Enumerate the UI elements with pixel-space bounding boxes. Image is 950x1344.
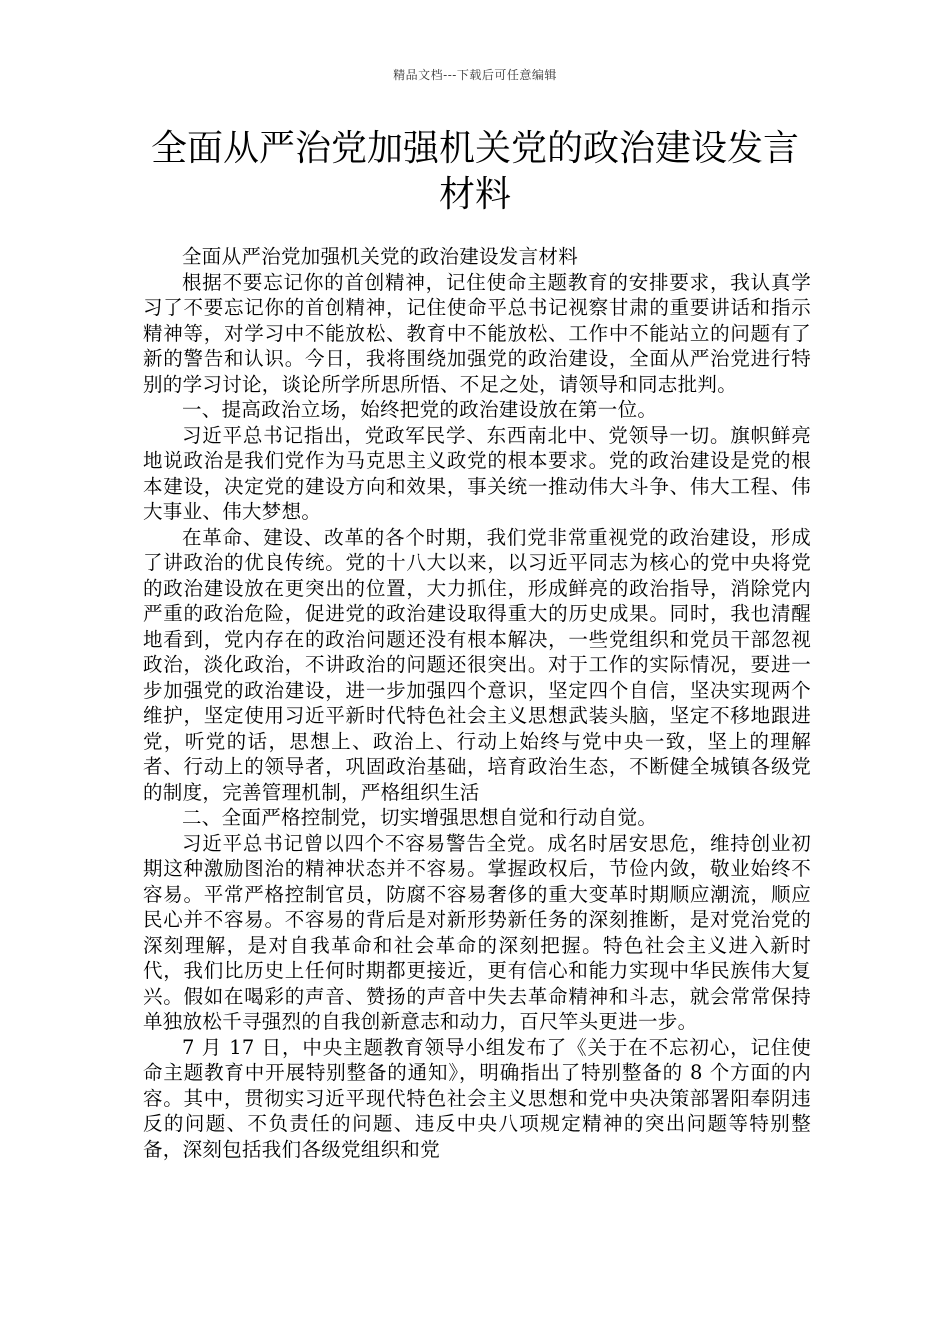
document-title: 全面从严治党加强机关党的政治建设发言材料 [150,128,799,215]
document-body [143,244,811,1162]
paragraph-subtitle: 全面从严治党加强机关党的政治建设发言材料 [182,245,579,268]
paragraph: 习近平总书记指出，党政军民学、东西南北中、党领导一切。旗帜鲜亮地说政治是我们党作为马克思主义政党的根本要求。党的政治建设是党的根本建设，决定党的建设方向和效果，事关统一推动伟大斗争、伟大工程、伟大事业、伟大梦想。 [143,423,811,523]
section-heading-1: 一、提高政治立场，始终把党的政治建设放在第一位。 [182,398,658,421]
paragraph: 习近平总书记曾以四个不容易警告全党。成名时居安思危，维持创业初期这种激励图治的精神状态并不容易。掌握政权后，节俭内敛，敬业始终不容易。平常严格控制官员，防腐不容易奢侈的重大变革时期顺应潮流，顺应民心并不容易。不容易的背后是对新形势新任务的深刻推断，是对党治党的深刻理解，是对自我革命和社会革命的深刻把握。特色社会主义进入新时代，我们比历史上任何时期都更接近，更有信心和能力实现中华民族伟大复兴。假如在喝彩的声音、赞扬的声音中失去革命精神和斗志，就会常常保持单独放松千寻强烈的自我创新意志和动力，百尺竿头更进一步。 [143,831,811,1033]
paragraph: 在革命、建设、改革的各个时期，我们党非常重视党的政治建设，形成了讲政治的优良传统。党的十八大以来，以习近平同志为核心的党中央将党的政治建设放在更突出的位置，大力抓住，形成鲜亮的政治指导，消除党内严重的政治危险，促进党的政治建设取得重大的历史成果。同时，我也清醒地看到，党内存在的政治问题还没有根本解决，一些党组织和党员干部忽视政治，淡化政治，不讲政治的问题还很突出。对于工作的实际情况，要进一步加强党的政治建设，进一步加强四个意识，坚定四个自信，坚决实现两个维护，坚定使用习近平新时代特色社会主义思想武装头脑，坚定不移地跟进党，听党的话，思想上、政治上、行动上始终与党中央一致，坚上的理解者、行动上的领导者，巩固政治基础，培育政治生态，不断健全城镇各级党的制度，完善管理机制，严格组织生活 [143,525,811,804]
paragraph-intro: 根据不要忘记你的首创精神，记住使命主题教育的安排要求，我认真学习了不要忘记你的首创精神，记住使命平总书记视察甘肃的重要讲话和指示精神等，对学习中不能放松、教育中不能放松、工作中不能站立的问题有了新的警告和认识。今日，我将围绕加强党的政治建设，全面从严治党进行特别的学习讨论，谈论所学所思所悟、不足之处，请领导和同志批判。 [143,270,811,396]
header-note: 精品文档---下载后可任意编辑 [393,68,557,82]
section-heading-2: 二、全面严格控制党，切实增强思想自觉和行动自觉。 [182,806,658,829]
paragraph: 7 月 17 日，中央主题教育领导小组发布了《关于在不忘初心，记住使命主题教育中开展特别整备的通知》，明确指出了特别整备的 8 个方面的内容。其中，贯彻实习近平现代特色社会主义思想和党中央决策部署阳奉阴违反的问题、不负责任的问题、违反中央八项规定精神的突出问题等特别整备，深刻包括我们各级党组织和党 [143,1035,811,1161]
